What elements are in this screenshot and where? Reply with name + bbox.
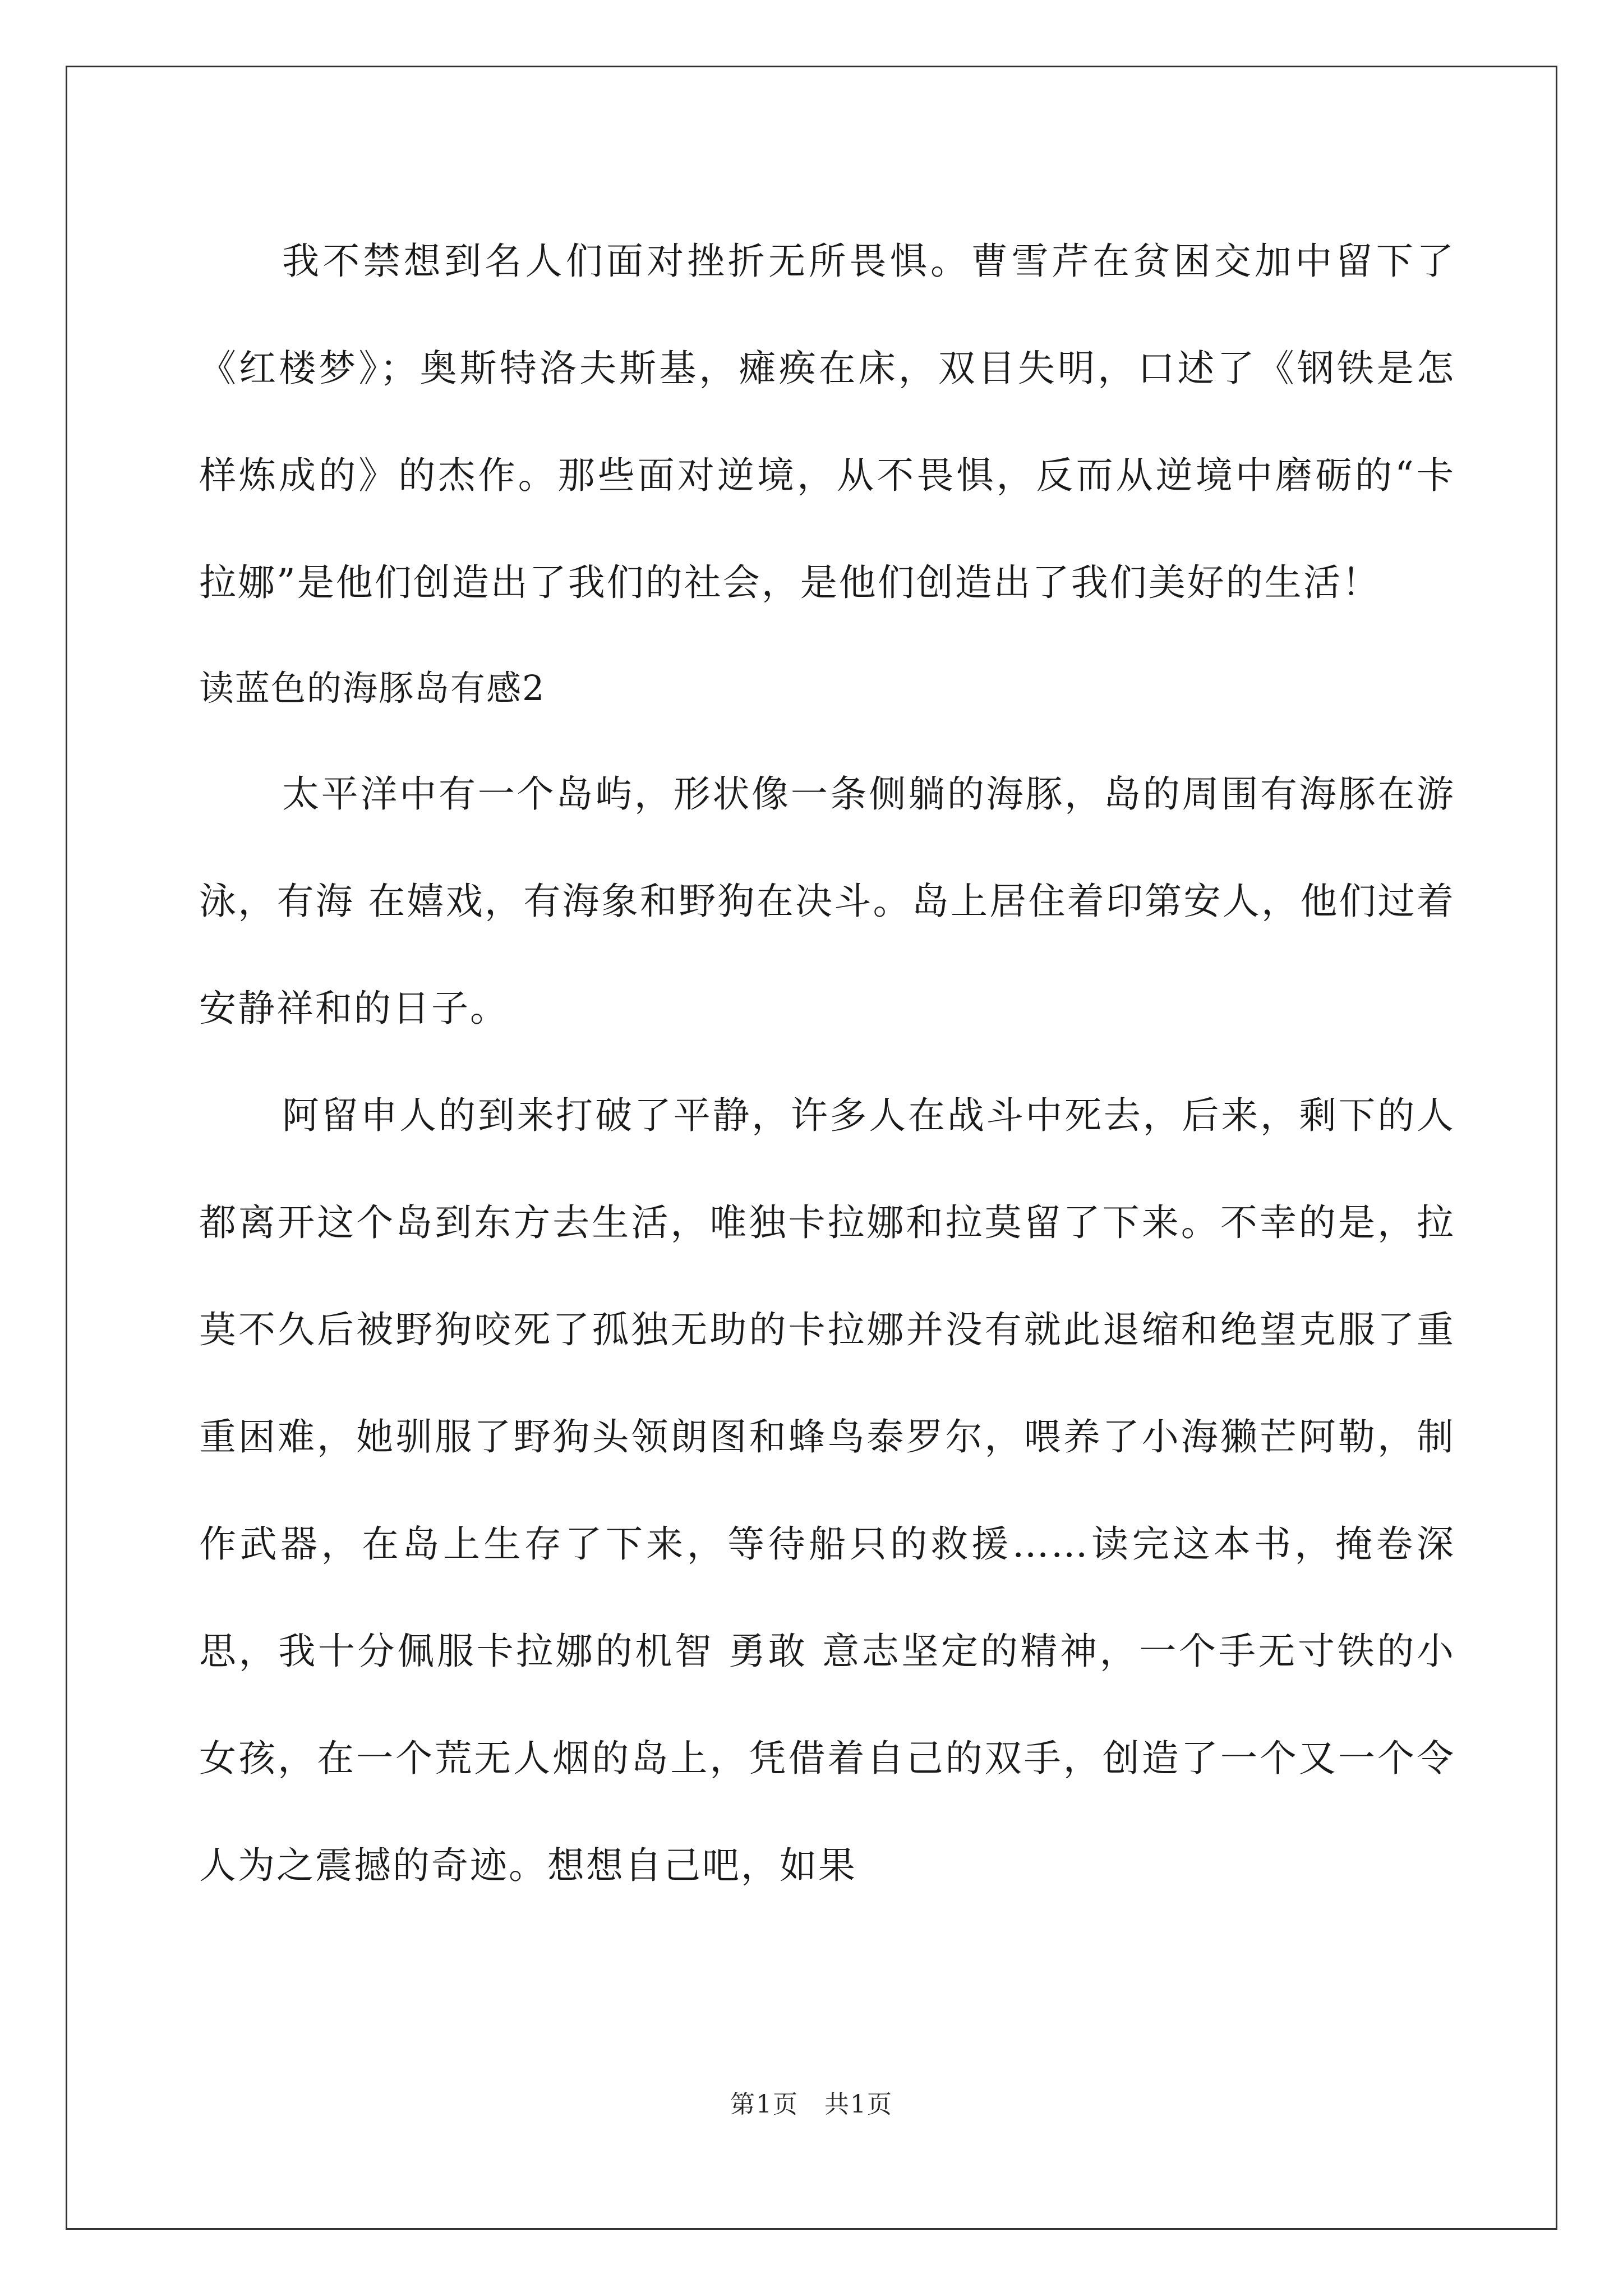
document-body xyxy=(199,208,1455,1919)
page-footer: 第1页 共1页 xyxy=(730,2090,893,2119)
paragraph: 阿留申人的到来打破了平静，许多人在战斗中死去，后来，剩下的人都离开这个岛到东方去生活，唯独卡拉娜和拉莫留了下来。不幸的是，拉莫不久后被野狗咬死了孤独无助的卡拉娜并没有就此退缩和绝望克服了重重困难，她驯服了野狗头领朗图和蜂鸟泰罗尔，喂养了小海獭芒阿勒，制作武器，在岛上生存了下来，等待船只的救援……读完这本书，掩卷深思，我十分佩服卡拉娜的机智 勇敢 意志坚定的精神，一个手无寸铁的小女孩，在一个荒无人烟的岛上，凭借着自己的双手，创造了一个又一个令人为之震撼的奇迹。想想自己吧，如果 xyxy=(199,1094,1455,1887)
paragraph: 太平洋中有一个岛屿，形状像一条侧躺的海豚，岛的周围有海豚在游泳，有海 在嬉戏，有海象和野狗在决斗。岛上居住着印第安人，他们过着安静祥和的日子。 xyxy=(199,772,1455,1030)
paragraph: 我不禁想到名人们面对挫折无所畏惧。曹雪芹在贫困交加中留下了《红楼梦》；奥斯特洛夫斯基，瘫痪在床，双目失明，口述了《钢铁是怎样炼成的》的杰作。那些面对逆境，从不畏惧，反而从逆境中磨砺的“卡拉娜”是他们创造出了我们的社会，是他们创造出了我们美好的生活！ xyxy=(199,240,1455,604)
section-title: 读蓝色的海豚岛有感2 xyxy=(199,668,546,708)
